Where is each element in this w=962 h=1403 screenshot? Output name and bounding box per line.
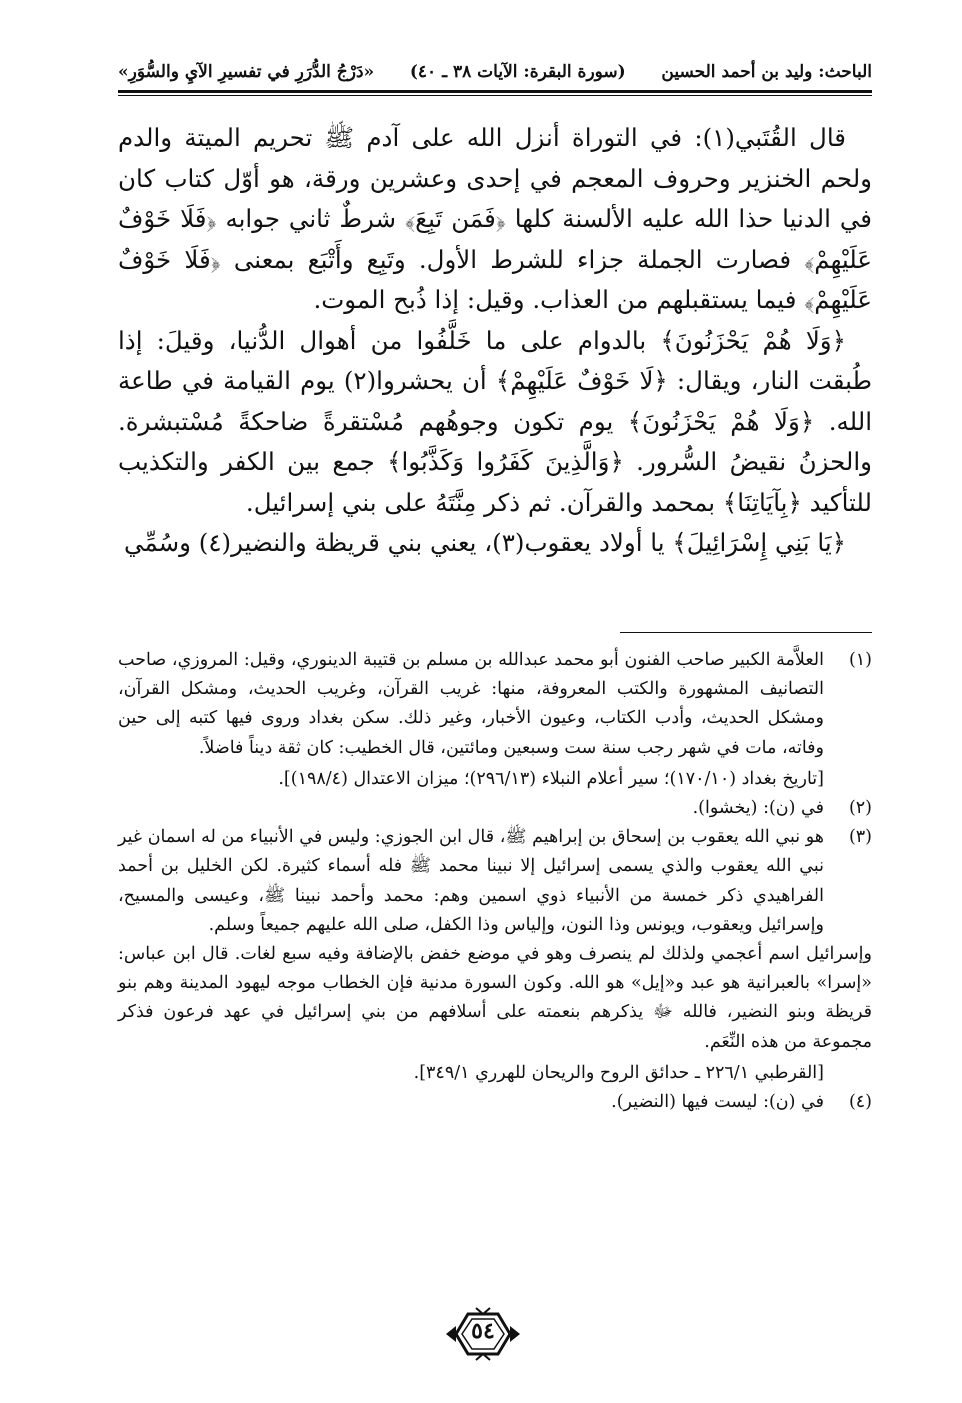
page-number: ٥٤ <box>471 1318 495 1344</box>
page-number-ornament <box>442 1306 524 1362</box>
footnote-number: (٣) <box>848 827 872 848</box>
footnote-3-continuation <box>118 940 872 1088</box>
footnote-number: (١) <box>848 650 872 670</box>
main-text <box>118 118 872 564</box>
footnote-number: (٤) <box>848 1092 872 1113</box>
footnote-2 <box>118 794 872 823</box>
footnote-reference: [تاريخ بغداد (١٧٠/١٠)؛ سير أعلام النبلاء (٢٩٦/١٣)؛ ميزان الاعتدال (١٩٨/٤)]. <box>278 768 824 789</box>
header-book-title: «دَرْجُ الدُّرَرِ في تفسيرِ الآيِ والسُّوَرِ» <box>118 62 375 82</box>
footnote-1 <box>118 646 872 794</box>
header-author: الباحث: وليد بن أحمد الحسين <box>661 62 872 82</box>
footnote-4 <box>118 1088 872 1117</box>
footnote-text: العلاَّمة الكبير صاحب الفنون أبو محمد عبدالله بن مسلم بن قتيبة الدينوري، وقيل: المروزي، صاحب التصانيف المشهورة والكتب المعروفة، منها: غريب القرآن، وغريب الحديث، ومشكل القرآن، ومشكل الحديث، وأدب الكتاب، وعيون الأخبار، وغير ذلك. سكن بغداد وروى فيها كتبه إلى حين وفاته، مات في شهر رجب سنة ست وسبعين ومائتين، قال الخطيب: كان ثقة ديناً فاضلاً. <box>118 650 824 758</box>
header-surah: (سورة البقرة: الآيات ٣٨ ـ ٤٠) <box>409 62 626 82</box>
footnote-reference: [القرطبي ٢٢٦/١ ـ حدائق الروح والريحان للهرري ٣٤٩/١]. <box>413 1062 824 1083</box>
footnote-text: في (ن): ليست فيها (النضير). <box>611 1092 824 1113</box>
main-paragraph-3: ﴿يَا بَنِي إِسْرَائِيلَ﴾ يا أولاد يعقوب(٣)، يعني بني قريظة والنضير(٤) وسُمِّي <box>124 528 846 557</box>
running-header <box>118 56 872 88</box>
header-rule-thin <box>118 95 872 96</box>
footnote-3 <box>118 823 872 940</box>
footnotes <box>118 646 872 1117</box>
main-paragraph-1: قال القُتَبي(١): في التوراة أنزل الله على آدم ﷺ تحريم الميتة والدم ولحم الخنزير وحروف المعجم في إحدى وعشرين ورقة، هو أوّل كتاب كان في الدنيا حذا الله عليه الألسنة كلها ﴿فَمَن تَبِعَ﴾ شرطٌ ثاني جوابه ﴿فَلَا خَوْفٌ عَلَيْهِمْ﴾ فصارت الجملة جزاء للشرط الأول. وتَبِع وأَتْبَع بمعنى ﴿فَلَا خَوْفٌ عَلَيْهِمْ﴾ فيما يستقبلهم من العذاب. وقيل: إذا ذُبح الموت. <box>118 123 872 314</box>
footnote-text: وإسرائيل اسم أعجمي ولذلك لم ينصرف وهو في موضع خفض بالإضافة وفيه سبع لغات. قال ابن عباس: «إسرا» بالعبرانية هو عبد و«إيل» هو الله. وكون السورة مدنية فإن الخطاب موجه ليهود المدينة وهم بنو قريظة وبنو النضير، فالله ﷻ يذكرهم بنعمته على أسلافهم من بني إسرائيل في عهد فرعون فذكر مجموعة من هذه النِّعَم. <box>118 944 872 1052</box>
footnote-separator <box>620 632 872 633</box>
footnote-text: هو نبي الله يعقوب بن إسحاق بن إبراهيم ﷺ، قال ابن الجوزي: وليس في الأنبياء من له اسمان غير نبي الله يعقوب والذي يسمى إسرائيل إلا نبينا محمد ﷺ فله أسماء كثيرة. لكن الخليل بن أحمد الفراهيدي ذكر خمسة من الأنبياء ذوي اسمين وهم: محمد وأحمد نبينا ﷺ، وعيسى والمسيح، وإسرائيل ويعقوب، ويونس وذا النون، وإلياس وذا الكفل، صلى الله عليهم جميعاً وسلم. <box>118 827 824 935</box>
header-rule-thick <box>118 90 872 93</box>
footnote-text: في (ن): (يخشوا). <box>692 798 824 819</box>
footnote-number: (٢) <box>848 798 872 819</box>
main-paragraph-2: ﴿وَلَا هُمْ يَحْزَنُونَ﴾ بالدوام على ما خَلَّفُوا من أهوال الدُّنيا، وقيلَ: إذا طُبقت النار، ويقال: ﴿لَا خَوْفٌ عَلَيْهِمْ﴾ أن يحشروا(٢) يوم القيامة في طاعة الله. ﴿وَلَا هُمْ يَحْزَنُونَ﴾ يوم تكون وجوهُهم مُسْتقرةً ضاحكةً مُسْتبشرة. والحزنُ نقيضُ السُّرور. ﴿وَالَّذِينَ كَفَرُوا وَكَذَّبُوا﴾ جمع بين الكفر والتكذيب للتأكيد ﴿بِآيَاتِنَا﴾ بمحمد والقرآن. ثم ذكر مِنَّتَهُ على بني إسرائيل. <box>118 325 872 517</box>
